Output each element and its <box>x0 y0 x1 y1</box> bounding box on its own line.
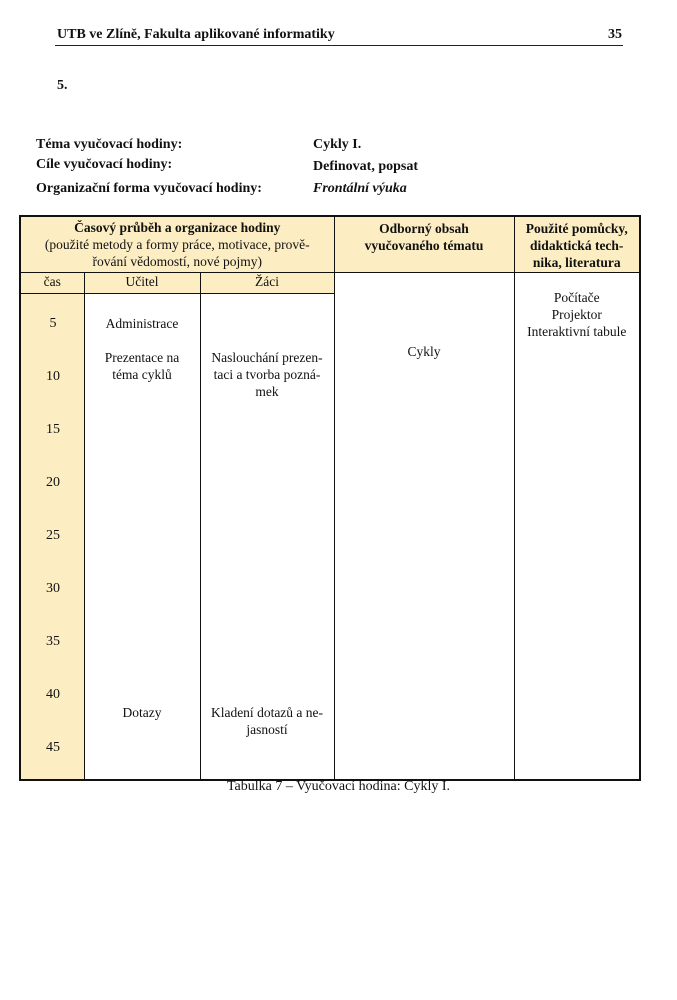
time-mark: 45 <box>46 739 60 755</box>
teacher-subheader: Učitel <box>84 272 200 293</box>
student-activity-line: jasností <box>246 721 288 737</box>
content-header-line-2: vyučovaného tématu <box>364 238 484 253</box>
teacher-activity <box>85 349 200 383</box>
form-label: Organizační forma vyučovací hodiny: <box>36 181 262 196</box>
aid-item: Interaktivní tabule <box>527 323 627 339</box>
student-activity-line: Naslouchání prezen- <box>211 349 323 365</box>
aid-item: Projektor <box>551 306 602 322</box>
time-organization-sub-line-1: (použité metody a formy práce, motivace, prově- <box>44 237 310 252</box>
aids-header-line-2: didaktická tech- <box>530 238 624 253</box>
teacher-activity-line: téma cyklů <box>112 366 172 382</box>
aid-item: Počítače <box>553 289 600 305</box>
aids-header-line-3: nika, literatura <box>532 255 621 270</box>
students-subheader: Žáci <box>200 272 334 293</box>
time-mark: 25 <box>46 527 60 543</box>
topic-label: Téma vyučovací hodiny: <box>36 137 183 152</box>
goals-label: Cíle vyučovací hodiny: <box>36 157 173 172</box>
form-value: Frontální výuka <box>313 181 407 196</box>
student-activity <box>201 349 334 400</box>
time-mark: 35 <box>46 633 60 649</box>
student-activity-line: Kladení dotazů a ne- <box>210 704 324 720</box>
teacher-activity: Administrace <box>105 315 179 331</box>
student-activity <box>201 704 334 738</box>
content-text: Cykly <box>407 343 441 359</box>
table-caption: Tabulka 7 – Vyučovací hodina: Cykly I. <box>226 779 451 794</box>
lesson-plan-table <box>19 215 641 781</box>
time-organization-title: Časový průběh a organizace hodiny <box>74 220 281 235</box>
topic-value: Cykly I. <box>313 137 362 152</box>
content-header-line-1: Odborný obsah <box>379 221 469 236</box>
content-header <box>334 216 514 272</box>
time-organization-sub-line-2: řování vědomostí, nové pojmy) <box>92 254 262 269</box>
teacher-column <box>84 293 200 780</box>
time-mark: 15 <box>46 421 60 437</box>
page-number: 35 <box>608 27 622 42</box>
teacher-activity-line: Prezentace na <box>104 349 180 365</box>
teacher-activity: Dotazy <box>122 704 162 720</box>
student-activity-line: taci a tvorba pozná- <box>213 366 321 382</box>
aids-header-line-1: Použité pomůcky, <box>525 221 628 236</box>
running-header-title: UTB ve Zlíně, Fakulta aplikované informatiky <box>57 27 335 42</box>
time-mark: 20 <box>46 474 60 490</box>
goals-value: Definovat, popsat <box>313 159 419 174</box>
time-mark: 40 <box>46 686 60 702</box>
student-activity-line: mek <box>255 383 279 399</box>
time-organization-header <box>20 216 334 272</box>
time-mark: 30 <box>46 580 60 596</box>
time-mark: 10 <box>46 368 60 384</box>
time-column <box>20 293 84 780</box>
aids-header <box>514 216 640 272</box>
aids-cell <box>514 272 640 780</box>
students-column <box>200 293 334 780</box>
time-mark: 5 <box>49 315 57 331</box>
content-cell <box>334 272 514 780</box>
header-rule <box>55 45 623 46</box>
time-subheader: čas <box>20 272 84 293</box>
section-number: 5. <box>57 78 68 93</box>
